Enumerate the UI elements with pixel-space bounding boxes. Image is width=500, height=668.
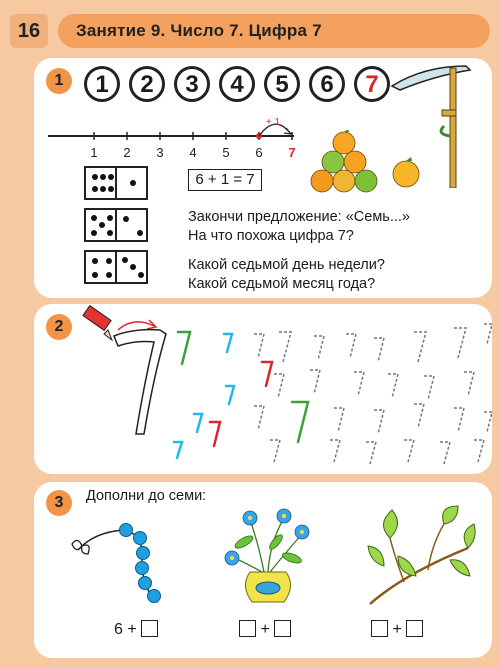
- answer-box[interactable]: [141, 620, 158, 637]
- task-number-3: 3: [46, 490, 72, 516]
- page-number: 16: [10, 14, 48, 48]
- digit-circle: 1: [84, 66, 120, 102]
- digit-circle: 6: [309, 66, 345, 102]
- number-line: [44, 116, 304, 166]
- lesson-title: Занятие 9. Число 7. Цифра 7: [58, 14, 490, 48]
- digit-circle: 3: [174, 66, 210, 102]
- equation-box: 6 + 1 = 7: [188, 169, 262, 191]
- addition-equation-3: [371, 620, 423, 639]
- tick-label: 4: [189, 145, 197, 160]
- addition-equation-2: [239, 620, 291, 639]
- task-number-1: 1: [46, 68, 72, 94]
- answer-box[interactable]: [274, 620, 291, 637]
- known-addend: 6: [114, 621, 123, 638]
- tick-label: 1: [90, 145, 98, 160]
- task-number-2: 2: [46, 314, 72, 340]
- answer-box[interactable]: [406, 620, 423, 637]
- digit-circles-row: [84, 66, 399, 102]
- domino-4-3: [84, 250, 148, 284]
- digit-tracing-area: [74, 304, 492, 474]
- plus-sign: +: [260, 621, 270, 638]
- branch-leaves-illustration: [364, 504, 476, 608]
- prompt-line: Какой седьмой день недели?: [188, 257, 385, 273]
- prompt-line: На что похожа цифра 7?: [188, 228, 354, 244]
- flower-vase-illustration: [214, 502, 324, 612]
- task-1-panel: [34, 58, 492, 298]
- beads-illustration: [64, 510, 174, 610]
- tick-label: 7: [288, 145, 296, 160]
- addition-equation-1: [114, 620, 158, 639]
- task-3-panel: [34, 482, 492, 658]
- big-outlined-seven: [114, 330, 166, 434]
- domino-6-1: [84, 166, 148, 200]
- task-3-title: Дополни до семи:: [86, 488, 207, 504]
- jump-label: + 1: [266, 117, 281, 128]
- prompt-line: Какой седьмой месяц года?: [188, 276, 376, 292]
- plus-sign: +: [127, 621, 137, 638]
- pencil-icon: [83, 306, 112, 340]
- tick-label: 5: [222, 145, 230, 160]
- answer-box[interactable]: [371, 620, 388, 637]
- task-2-panel: [34, 304, 492, 474]
- digit-circle: 4: [219, 66, 255, 102]
- tick-label: 6: [255, 145, 263, 160]
- answer-box[interactable]: [239, 620, 256, 637]
- plus-sign: +: [392, 621, 402, 638]
- domino-5-2: [84, 208, 148, 242]
- tick-label: 2: [123, 145, 131, 160]
- digit-circle: 5: [264, 66, 300, 102]
- digit-circle-highlighted: 7: [354, 66, 390, 102]
- prompt-line: Закончи предложение: «Семь...»: [188, 209, 410, 225]
- digit-circle: 2: [129, 66, 165, 102]
- scythe-illustration: [384, 58, 484, 188]
- tick-label: 3: [156, 145, 164, 160]
